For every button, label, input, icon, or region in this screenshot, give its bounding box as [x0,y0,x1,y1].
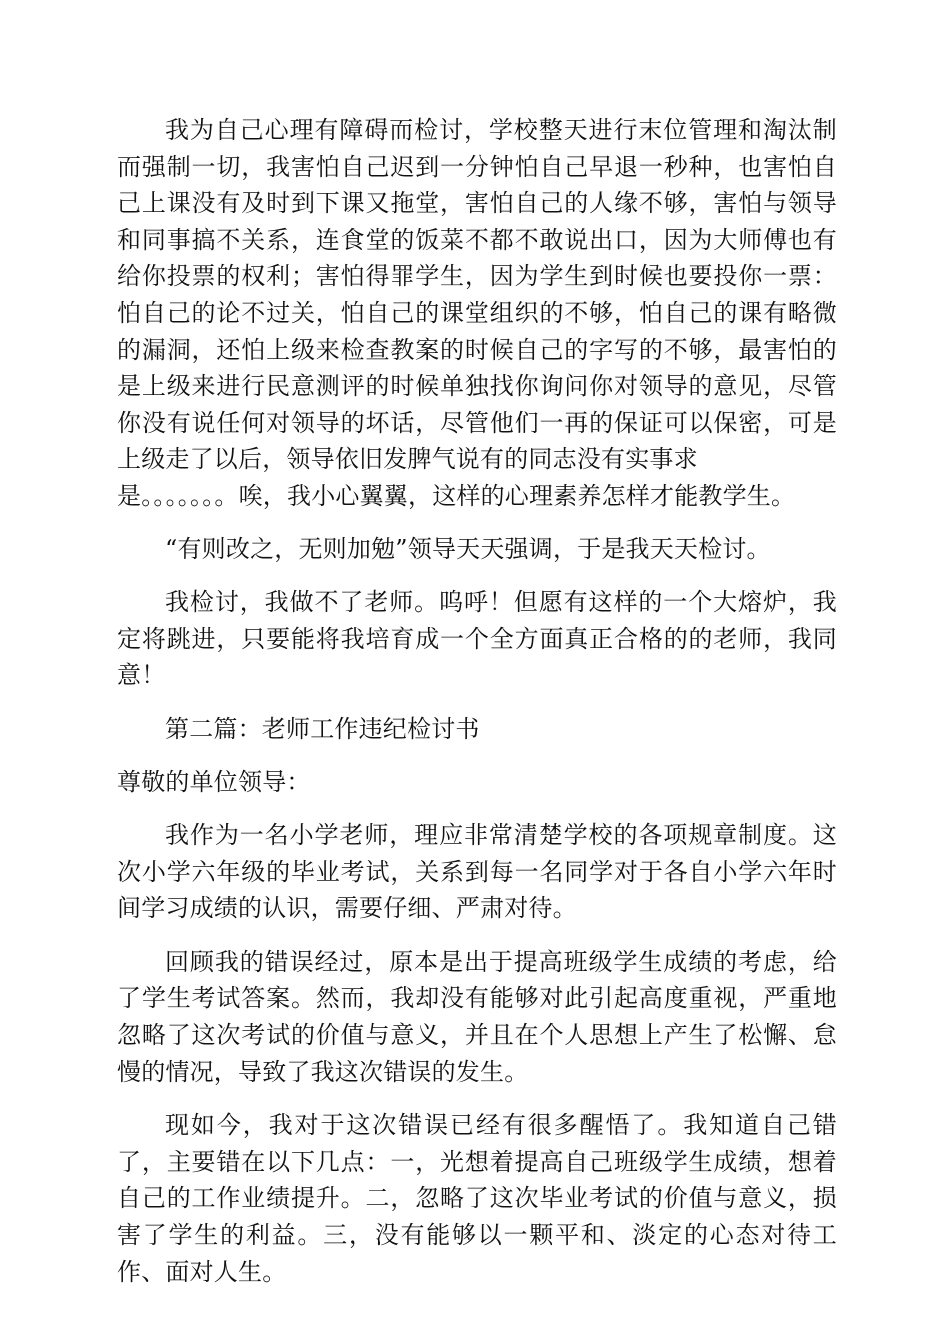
document-page [117,112,837,1307]
paragraph-psychological-review: 我为自己心理有障碍而检讨，学校整天进行末位管理和淘汰制而强制一切，我害怕自己迟到一分钟怕自己早退一秒种，也害怕自己上课没有及时到下课又拖堂，害怕自己的人缘不够，害怕与领导和同事搞不关系，连食堂的饭菜不都不敢说出口，因为大师傅也有给你投票的权利；害怕得罪学生，因为学生到时候也要投你一票：怕自己的论不过关，怕自己的课堂组织的不够，怕自己的课有略微的漏洞，还怕上级来检查教案的时候自己的字写的不够，最害怕的是上级来进行民意测评的时候单独找你询问你对领导的意见，尽管你没有说任何对领导的坏话，尽管他们一再的保证可以保密，可是上级走了以后，领导依旧发脾气说有的同志没有实事求 [117,116,837,474]
salutation: 尊敬的单位领导： [117,767,311,796]
paragraph-reflection: 现如今，我对于这次错误已经有很多醒悟了。我知道自己错了，主要错在以下几点：一，光想着提高自己班级学生成绩，想着自己的工作业绩提升。二，忽略了这次毕业考试的价值与意义，损害了学生的利益。三，没有能够以一颗平和、淡定的心态对待工作、面对人生。 [117,1111,837,1286]
paragraph-continuation: 是。。。。。。。唉，我小心翼翼，这样的心理素养怎样才能教学生。 [117,481,796,510]
paragraph-self-criticism: 我检讨，我做不了老师。呜呼！但愿有这样的一个大熔炉，我定将跳进，只要能将我培育成一个全方面真正合格的的老师，我同意！ [117,588,837,690]
section-heading: 第二篇：老师工作违纪检讨书 [165,714,480,743]
paragraph-motto: “有则改之，无则加勉”领导天天强调，于是我天天检讨。 [165,534,771,563]
paragraph-error-review: 回顾我的错误经过，原本是出于提高班级学生成绩的考虑，给了学生考试答案。然而，我却没有能够对此引起高度重视，严重地忽略了这次考试的价值与意义，并且在个人思想上产生了松懈、怠慢的情况，导致了我这次错误的发生。 [117,947,837,1086]
paragraph-teacher-duty: 我作为一名小学老师，理应非常清楚学校的各项规章制度。这次小学六年级的毕业考试，关系到每一名同学对于各自小学六年时间学习成绩的认识，需要仔细、严肃对待。 [117,821,837,923]
